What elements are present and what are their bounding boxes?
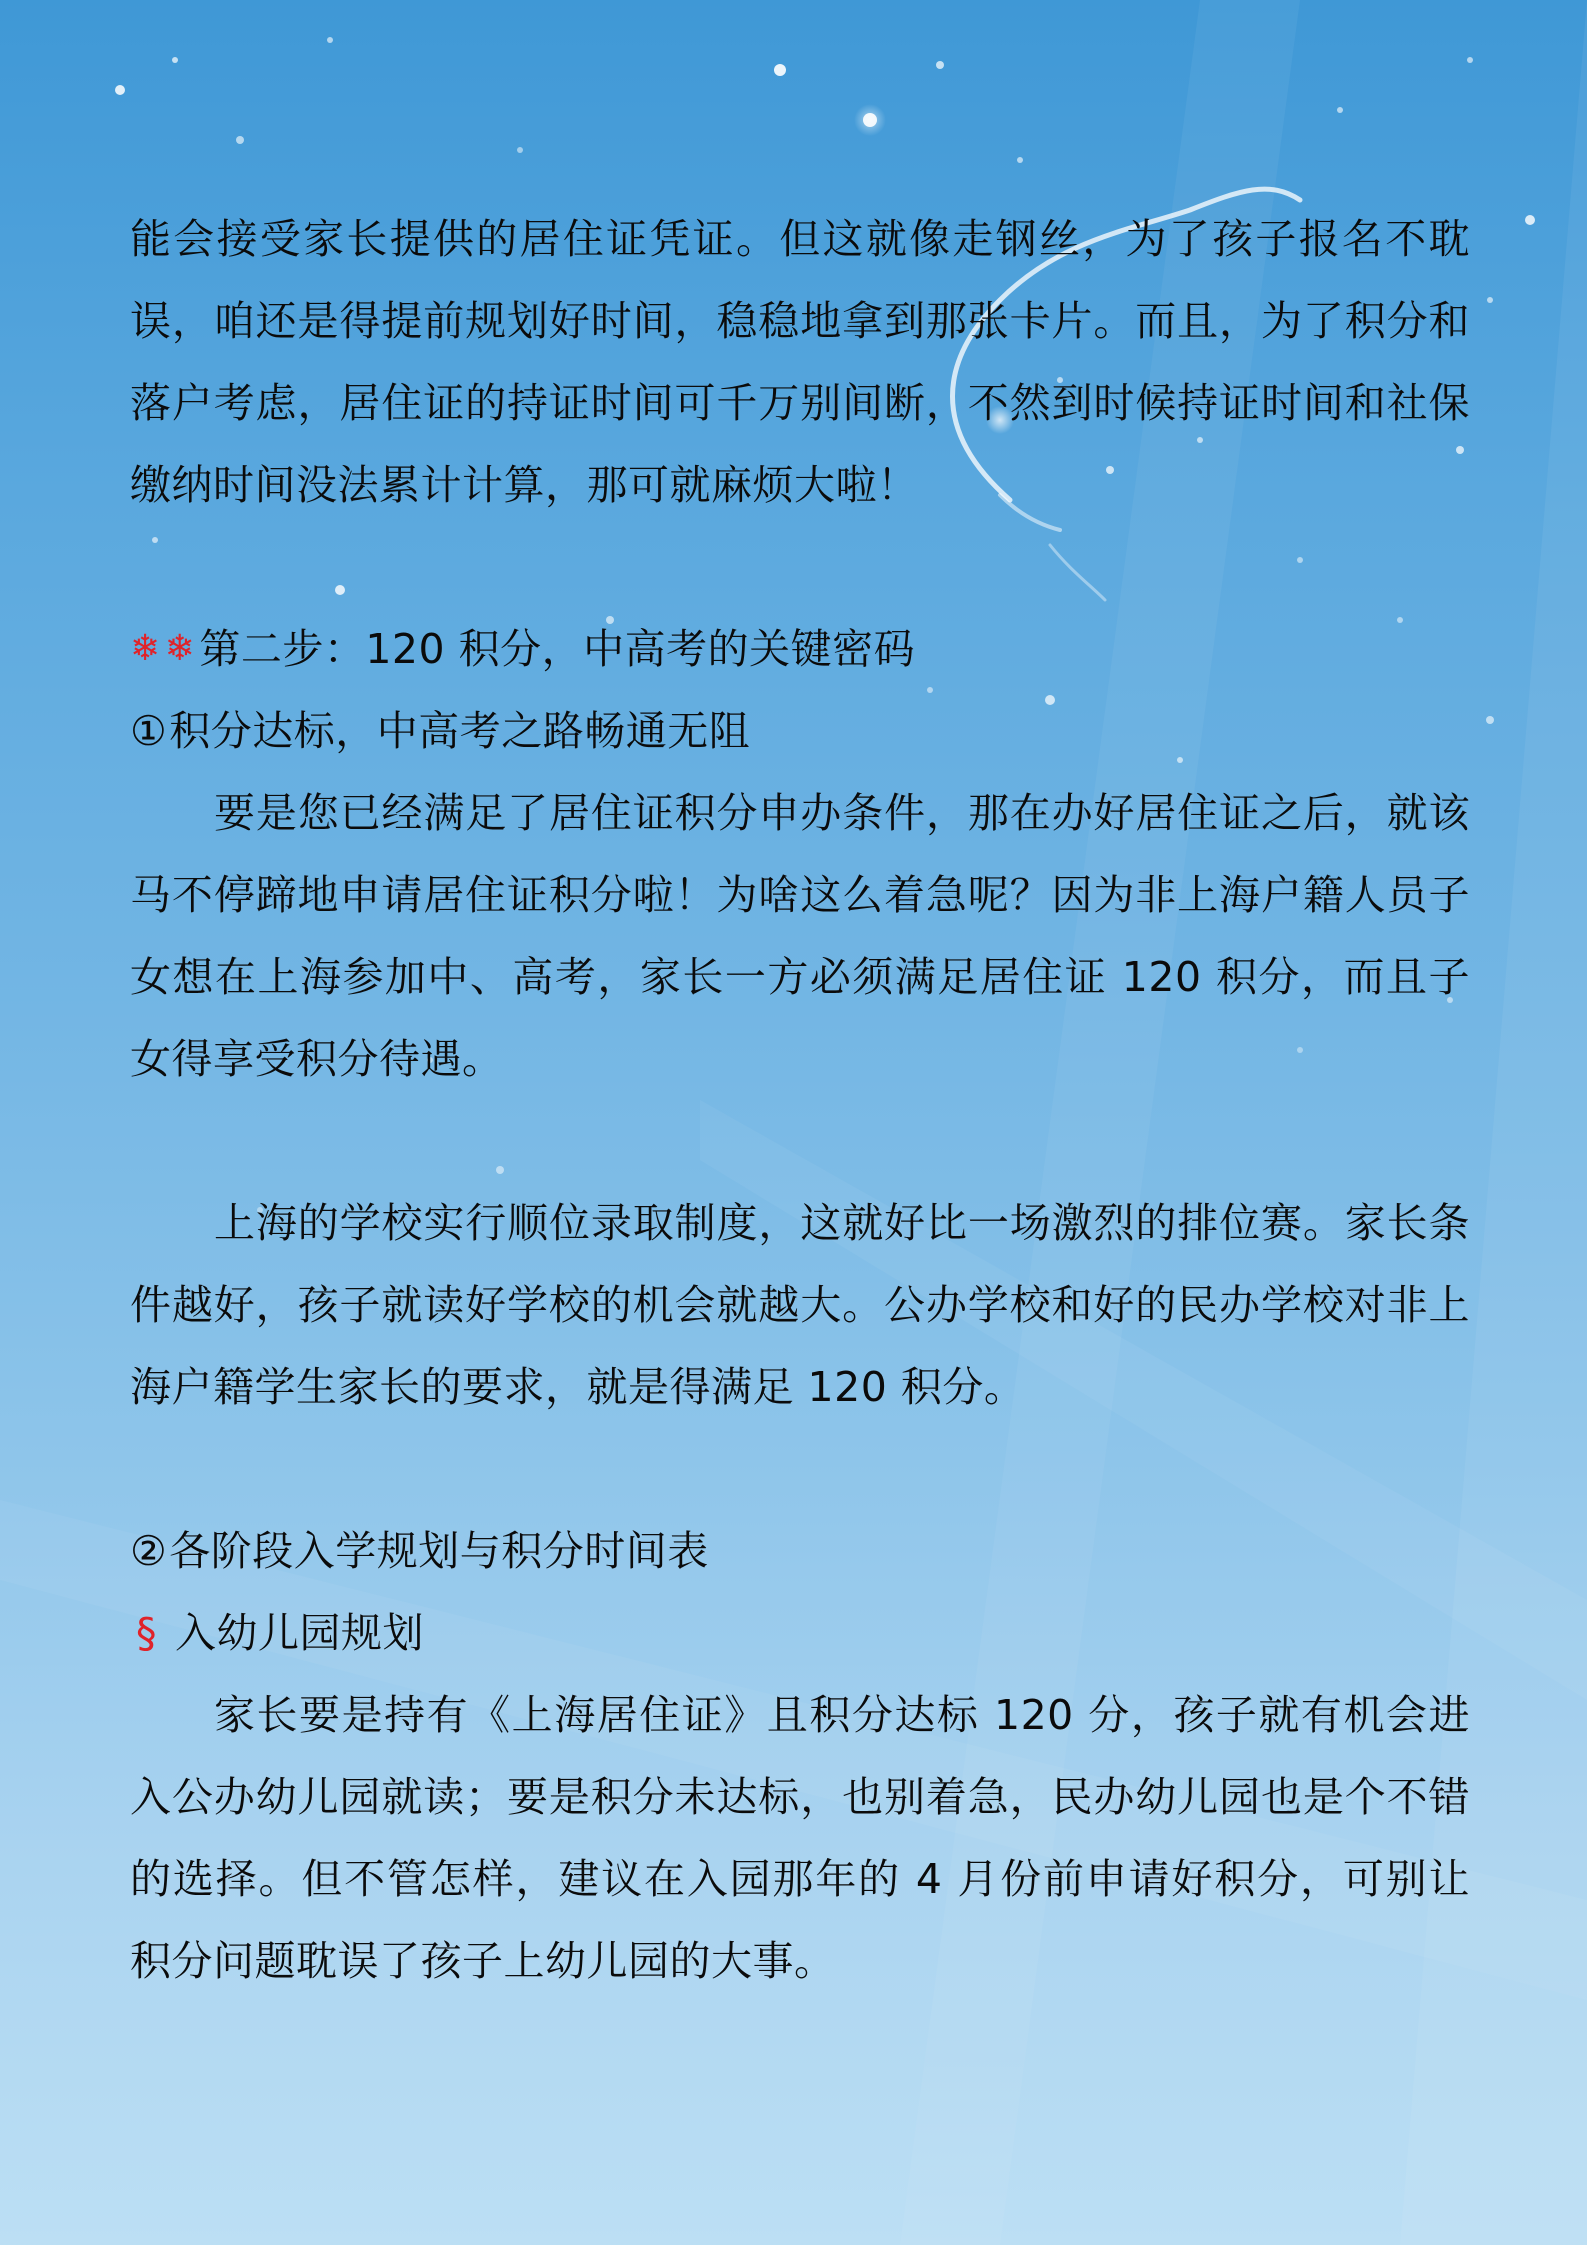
snowflake-icon: ❄: [164, 628, 196, 669]
intro-paragraph: 能会接受家长提供的居住证凭证。但这就像走钢丝，为了孩子报名不耽误，咱还是得提前规划好时间，稳稳地拿到那张卡片。而且，为了积分和落户考虑，居住证的持证时间可千万别间断，不然到时候持证时间和社保缴纳时间没法累计计算，那可就麻烦大啦！: [130, 215, 1470, 509]
kindergarten-heading: [130, 1592, 1470, 1674]
sub1-title: 积分达标，中高考之路畅通无阻: [169, 707, 751, 755]
spacer: [130, 1428, 1470, 1510]
sub2-title: 各阶段入学规划与积分时间表: [169, 1527, 709, 1575]
kindergarten-paragraph: 家长要是持有《上海居住证》且积分达标 120 分，孩子就有机会进入公办幼儿园就读；要是积分未达标，也别着急，民办幼儿园也是个不错的选择。但不管怎样，建议在入园那年的 4 月份前申请好积分，可别让积分问题耽误了孩子上幼儿园的大事。: [130, 1691, 1470, 1985]
step2-title: 第二步：120 积分，中高考的关键密码: [199, 625, 916, 673]
circled-number-2: ②: [130, 1527, 168, 1575]
document-body: [130, 198, 1470, 2002]
sub1-heading: [130, 690, 1470, 772]
spacer: [130, 1100, 1470, 1182]
circled-number-1: ①: [130, 707, 168, 755]
snowflake-icon: ❄: [130, 628, 161, 669]
sub2-heading: [130, 1510, 1470, 1592]
sub1-paragraph-b: 上海的学校实行顺位录取制度，这就好比一场激烈的排位赛。家长条件越好，孩子就读好学校的机会就越大。公办学校和好的民办学校对非上海户籍学生家长的要求，就是得满足 120 积分。: [130, 1199, 1470, 1411]
spacer: [130, 526, 1470, 608]
section-sign-icon: §: [136, 1609, 157, 1657]
sub1-paragraph-a: 要是您已经满足了居住证积分申办条件，那在办好居住证之后，就该马不停蹄地申请居住证积分啦！为啥这么着急呢？因为非上海户籍人员子女想在上海参加中、高考，家长一方必须满足居住证 120 积分，而且子女得享受积分待遇。: [130, 789, 1470, 1083]
step2-heading: [130, 608, 1470, 690]
kindergarten-title: 入幼儿园规划: [175, 1609, 424, 1657]
